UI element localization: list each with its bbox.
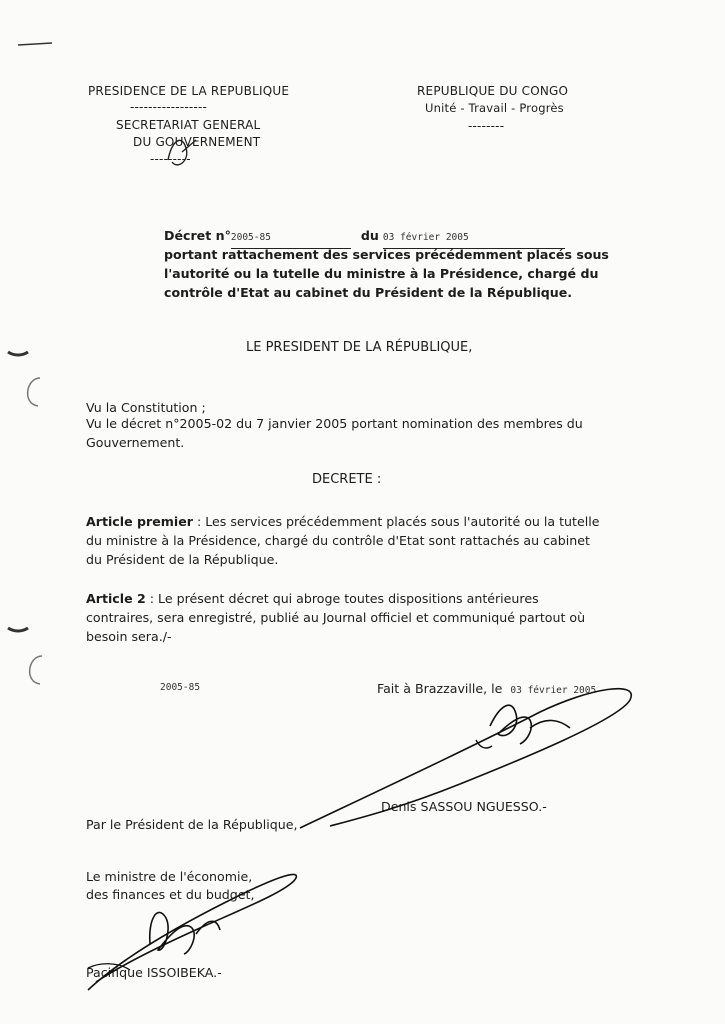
article1-text-1: : Les services précédemment placés sous l'autorité ou la tutelle (196, 514, 600, 529)
president-signature-flourish (490, 705, 570, 744)
article2-line1 (86, 589, 539, 609)
stamp-number: 2005-85 (160, 682, 201, 693)
minister-signature-flourish (150, 912, 220, 954)
issuer-presidence: PRESIDENCE DE LA REPUBLIQUE (88, 84, 290, 98)
minister-name: Pacifique ISSOIBEKA.- (86, 965, 222, 980)
decree-subject-3: contrôle d'Etat au cabinet du Président de la République. (164, 285, 573, 300)
decree-label: Décret n° (164, 228, 231, 243)
visa-constitution: Vu la Constitution ; (86, 400, 206, 415)
binder-hole-icon (30, 656, 42, 684)
president-name: Denis SASSOU NGUESSO.- (381, 799, 547, 814)
article2-text-1: : Le présent décret qui abroge toutes dispositions antérieures (149, 591, 539, 606)
article1-line1 (86, 512, 599, 532)
article2-line3: besoin sera./- (86, 629, 172, 644)
article1-line2: du ministre à la Présidence, chargé du contrôle d'Etat sont rattachés au cabinet (86, 533, 590, 548)
issuer-secretariat: SECRETARIAT GENERAL (116, 118, 261, 132)
country-motto: Unité - Travail - Progrès (425, 101, 564, 115)
visa-decret: Vu le décret n°2005-02 du 7 janvier 2005 portant nomination des membres du (86, 416, 583, 431)
decree-subject-2: l'autorité ou la tutelle du ministre à la Présidence, chargé du (164, 266, 599, 281)
decree-du: du (360, 228, 379, 243)
article2-label: Article 2 (86, 591, 146, 606)
decree-date: 03 février 2005 (383, 228, 565, 249)
scan-mark (18, 43, 52, 45)
country-separator: -------- (468, 119, 505, 133)
president-title: LE PRESIDENT DE LA RÉPUBLIQUE, (246, 340, 473, 355)
article1-label: Article premier (86, 514, 193, 529)
decree-subject-1: portant rattachement des services précédemment placés sous (164, 247, 609, 262)
article1-line3: du Président de la République. (86, 552, 279, 567)
visa-gouvernement: Gouvernement. (86, 435, 185, 450)
binder-mark (8, 352, 28, 355)
binder-hole-icon (28, 378, 40, 406)
decree-number: 2005-85 (231, 228, 351, 249)
issuer-separator-2: --------- (150, 152, 191, 166)
minister-title-2: des finances et du budget, (86, 887, 255, 902)
issuer-gouvernement: DU GOUVERNEMENT (133, 135, 261, 149)
country-name: REPUBLIQUE DU CONGO (417, 84, 569, 98)
par-le-president: Par le Président de la République, (86, 817, 298, 832)
decrete-heading: DECRETE : (312, 472, 382, 487)
signing-place-line (377, 679, 596, 701)
minister-title-1: Le ministre de l'économie, (86, 869, 253, 884)
issuer-separator: ----------------- (130, 100, 208, 114)
signing-date: 03 février 2005 (510, 685, 597, 696)
article2-line2: contraires, sera enregistré, publié au Journal officiel et communiqué partout où (86, 610, 586, 625)
binder-mark (8, 628, 28, 631)
signing-place: Fait à Brazzaville, le (377, 681, 503, 696)
president-signature-tick (476, 740, 492, 748)
